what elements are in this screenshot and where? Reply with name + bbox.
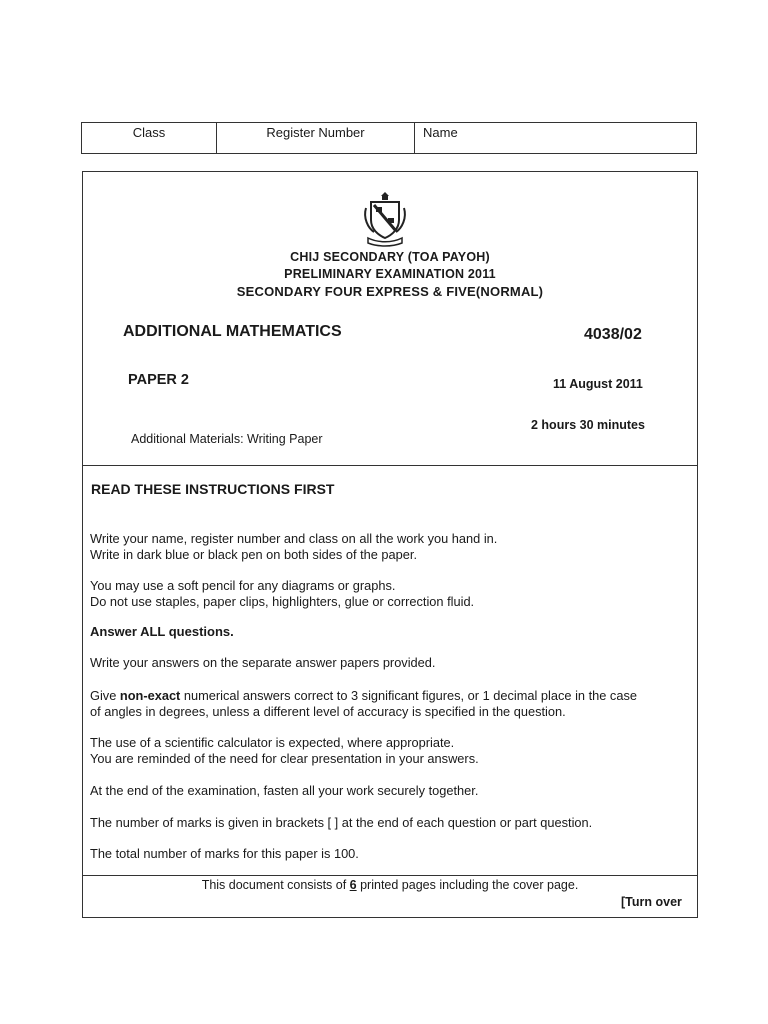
instruction-text: numerical answers correct to 3 significant figures, or 1 decimal place in the case <box>180 688 637 703</box>
footer-divider <box>83 875 697 876</box>
turn-over-note: [Turn over <box>621 895 682 909</box>
instruction-line <box>90 688 690 704</box>
instruction-text: Give <box>90 688 120 703</box>
instruction-line: Do not use staples, paper clips, highlighters, glue or correction fluid. <box>90 594 475 609</box>
name-label: Name <box>423 125 458 140</box>
header-divider <box>83 465 697 466</box>
register-number-cell <box>217 123 415 153</box>
instruction-paragraph: The total number of marks for this paper is 100. <box>90 846 359 861</box>
class-cell <box>82 123 217 153</box>
instruction-line: Write your name, register number and class on all the work you hand in. <box>90 531 498 546</box>
instruction-paragraph <box>90 578 690 610</box>
name-cell <box>415 123 696 153</box>
subject-title: ADDITIONAL MATHEMATICS <box>123 323 342 340</box>
instruction-paragraph <box>90 735 690 767</box>
instruction-paragraph <box>90 531 690 563</box>
paper-code: 4038/02 <box>584 326 642 343</box>
school-crest-icon <box>362 190 408 248</box>
page-count-note <box>82 878 698 892</box>
answer-all-instruction: Answer ALL questions. <box>90 624 234 639</box>
student-info-strip <box>81 122 697 154</box>
instruction-line: Write in dark blue or black pen on both sides of the paper. <box>90 547 417 562</box>
register-number-label: Register Number <box>266 125 365 140</box>
instruction-line: The use of a scientific calculator is expected, where appropriate. <box>90 735 455 750</box>
instruction-line: You are reminded of the need for clear presentation in your answers. <box>90 751 479 766</box>
exam-title: PRELIMINARY EXAMINATION 2011 <box>284 267 496 281</box>
exam-duration: 2 hours 30 minutes <box>531 418 645 432</box>
instruction-paragraph: Write your answers on the separate answer papers provided. <box>90 655 436 670</box>
footer-text: printed pages including the cover page. <box>356 878 579 892</box>
page-count: 6 <box>349 878 357 892</box>
instruction-line: of angles in degrees, unless a different level of accuracy is specified in the question. <box>90 704 566 719</box>
instruction-paragraph: The number of marks is given in brackets [ ] at the end of each question or part question. <box>90 815 593 830</box>
instruction-line: You may use a soft pencil for any diagrams or graphs. <box>90 578 396 593</box>
instruction-paragraph <box>90 688 690 720</box>
school-name: CHIJ SECONDARY (TOA PAYOH) <box>290 250 490 264</box>
instruction-emphasis: non-exact <box>119 688 181 703</box>
instruction-paragraph: At the end of the examination, fasten all your work securely together. <box>90 783 479 798</box>
level-title: SECONDARY FOUR EXPRESS & FIVE(NORMAL) <box>236 284 544 299</box>
additional-materials: Additional Materials: Writing Paper <box>131 432 323 446</box>
paper-number: PAPER 2 <box>128 372 189 388</box>
footer-text: This document consists of <box>201 878 350 892</box>
instructions-heading: READ THESE INSTRUCTIONS FIRST <box>91 481 335 497</box>
class-label: Class <box>132 125 166 140</box>
exam-date: 11 August 2011 <box>553 377 643 391</box>
